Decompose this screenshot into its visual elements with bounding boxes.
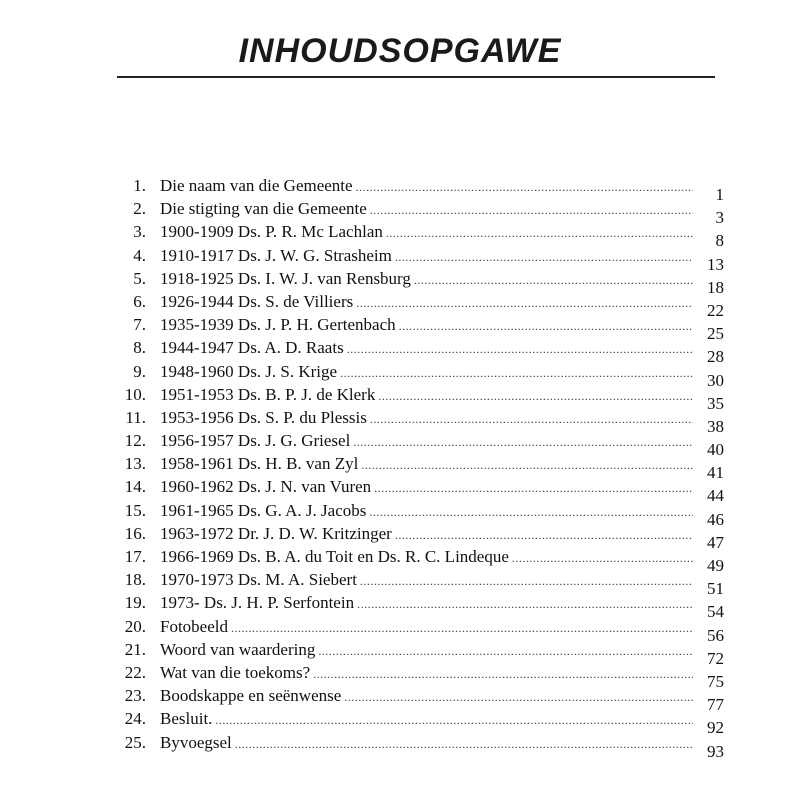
toc-entry-number: 20.	[124, 616, 146, 636]
toc-entry-number: 6.	[133, 291, 146, 311]
toc-entry-title: 1944-1947 Ds. A. D. Raats	[160, 338, 344, 358]
toc-entry-line	[160, 591, 693, 616]
toc-dot-leader	[356, 292, 693, 315]
toc-entry-page-number: 72	[707, 648, 724, 668]
toc-entry	[0, 290, 800, 320]
toc-entry	[0, 452, 800, 483]
toc-entry-number: 14.	[124, 477, 146, 497]
toc-dot-leader	[378, 385, 693, 408]
toc-dot-leader	[235, 733, 693, 756]
toc-entry-number: 7.	[133, 315, 146, 335]
toc-dot-leader	[357, 593, 693, 616]
toc-entry	[0, 684, 800, 715]
toc-entry	[0, 568, 800, 599]
toc-entry-page-number: 28	[707, 347, 724, 367]
toc-dot-leader	[231, 617, 693, 640]
toc-entry	[0, 522, 800, 552]
toc-dot-leader	[361, 454, 693, 477]
toc-entry	[0, 267, 800, 297]
toc-entry-page-number: 40	[707, 440, 724, 460]
toc-dot-leader	[215, 709, 693, 732]
toc-entry	[0, 499, 800, 529]
toc-entry-title: 1956-1957 Ds. J. G. Griesel	[160, 431, 351, 451]
toc-entry-page-number: 22	[707, 300, 724, 320]
toc-entry-page-number: 3	[715, 208, 724, 228]
toc-entry	[0, 360, 800, 390]
toc-dot-leader	[347, 338, 693, 361]
toc-entry-page-number: 77	[707, 695, 724, 715]
toc-entry-line	[160, 383, 693, 408]
toc-dot-leader	[414, 269, 693, 292]
page-title: INHOUDSOPGAWE	[238, 32, 562, 70]
toc-entry-number: 10.	[124, 384, 146, 404]
toc-entry	[0, 406, 800, 436]
toc-dot-leader	[353, 431, 693, 454]
toc-entry-page-number: 38	[707, 416, 724, 436]
toc-entry-title: 1958-1961 Ds. H. B. van Zyl	[160, 454, 359, 474]
toc-entry-number: 19.	[124, 593, 146, 613]
toc-entry	[0, 429, 800, 460]
toc-entry-line	[160, 475, 693, 500]
toc-entry-number: 9.	[133, 361, 146, 381]
toc-entry-page-number: 13	[707, 254, 724, 274]
toc-dot-leader	[374, 477, 693, 500]
toc-entry	[0, 545, 800, 575]
toc-entry-line	[160, 452, 693, 477]
toc-entry-line	[160, 360, 693, 385]
toc-entry-title: 1951-1953 Ds. B. P. J. de Klerk	[160, 384, 376, 404]
toc-entry-page-number: 1	[715, 185, 724, 204]
toc-entry-number: 3.	[133, 222, 146, 242]
toc-entry	[0, 475, 800, 506]
toc-entry	[0, 383, 800, 413]
toc-entry	[0, 707, 800, 738]
toc-entry-line	[160, 267, 693, 292]
toc-dot-leader	[356, 176, 693, 199]
toc-entry-line	[160, 313, 693, 338]
toc-dot-leader	[386, 222, 693, 245]
toc-entry-title: 1973- Ds. J. H. P. Serfontein	[160, 593, 355, 613]
toc-entry-page-number: 25	[707, 324, 724, 344]
toc-entry-page-number: 18	[707, 277, 724, 297]
toc-entry-title: 1966-1969 Ds. B. A. du Toit en Ds. R. C. Lindeque	[160, 547, 509, 566]
toc-entry	[0, 313, 800, 344]
toc-entry-line	[160, 499, 693, 524]
toc-dot-leader	[344, 686, 693, 709]
toc-entry-page-number: 41	[707, 463, 724, 483]
toc-entry-title: Byvoegsel	[160, 732, 232, 752]
toc-entry-line	[160, 707, 693, 732]
toc-entry-line	[160, 661, 693, 686]
toc-entry-number: 1.	[133, 176, 146, 195]
toc-dot-leader	[360, 570, 693, 593]
toc-entry-number: 24.	[124, 709, 146, 729]
toc-entry-title: 1961-1965 Ds. G. A. J. Jacobs	[160, 500, 367, 520]
toc-entry-title: Die naam van die Gemeente	[160, 176, 353, 195]
toc-entry-page-number: 54	[707, 602, 724, 622]
toc-entry-number: 4.	[133, 245, 146, 265]
toc-dot-leader	[369, 501, 693, 524]
toc-entry-title: 1918-1925 Ds. I. W. J. van Rensburg	[160, 268, 411, 288]
toc-dot-leader	[313, 663, 693, 686]
toc-entry-page-number: 35	[707, 393, 724, 413]
toc-entry-line	[160, 638, 693, 663]
toc-entry-page-number: 47	[707, 532, 724, 552]
toc-entry	[0, 615, 800, 645]
toc-entry-line	[160, 684, 693, 709]
toc-entry	[0, 220, 800, 251]
toc-entry-title: 1953-1956 Ds. S. P. du Plessis	[160, 407, 367, 427]
toc-entry-number: 8.	[133, 338, 146, 358]
toc-dot-leader	[395, 524, 693, 547]
toc-entry-number: 2.	[133, 199, 146, 219]
toc-entry-number: 13.	[124, 454, 146, 474]
toc-entry-number: 18.	[124, 570, 146, 590]
toc-dot-leader	[370, 408, 693, 431]
toc-entry-number: 15.	[124, 500, 146, 520]
toc-entry	[0, 174, 800, 204]
toc-entry-title: Fotobeeld	[160, 616, 228, 636]
title-underline	[117, 76, 715, 78]
toc-entry-title: 1948-1960 Ds. J. S. Krige	[160, 361, 338, 381]
toc-entry-line	[160, 731, 693, 756]
toc-entry-page-number: 93	[707, 741, 724, 761]
toc-entry-page-number: 46	[707, 509, 724, 529]
toc-entry-title: Die stigting van die Gemeente	[160, 199, 367, 219]
table-of-contents	[0, 174, 800, 761]
toc-entry-page-number: 49	[707, 556, 724, 575]
toc-dot-leader	[340, 362, 693, 385]
toc-entry	[0, 591, 800, 622]
toc-entry-line	[160, 522, 693, 547]
toc-entry-line	[160, 568, 693, 593]
toc-entry-title: 1900-1909 Ds. P. R. Mc Lachlan	[160, 222, 383, 242]
toc-entry-title: Woord van waardering	[160, 639, 316, 659]
toc-entry-line	[160, 615, 693, 640]
toc-entry-line	[160, 290, 693, 315]
toc-entry-title: Wat van die toekoms?	[160, 662, 311, 682]
toc-entry-page-number: 30	[707, 370, 724, 390]
toc-entry-title: Boodskappe en seënwense	[160, 686, 342, 706]
toc-entry	[0, 661, 800, 691]
toc-entry-number: 22.	[124, 662, 146, 682]
toc-entry-line	[160, 220, 693, 245]
toc-entry-title: 1935-1939 Ds. J. P. H. Gertenbach	[160, 315, 396, 335]
toc-entry-page-number: 75	[707, 671, 724, 691]
toc-entry-page-number: 44	[707, 486, 724, 506]
toc-entry-number: 17.	[124, 547, 146, 566]
toc-entry-page-number: 92	[707, 718, 724, 738]
toc-dot-leader	[370, 199, 693, 222]
toc-entry	[0, 336, 800, 367]
toc-entry-line	[160, 336, 693, 361]
toc-entry	[0, 197, 800, 228]
toc-dot-leader	[318, 640, 693, 663]
toc-entry-title: 1910-1917 Ds. J. W. G. Strasheim	[160, 245, 392, 265]
toc-entry-title: 1963-1972 Dr. J. D. W. Kritzinger	[160, 523, 392, 543]
toc-entry-line	[160, 197, 693, 222]
toc-entry-title: 1970-1973 Ds. M. A. Siebert	[160, 570, 357, 590]
toc-entry-number: 16.	[124, 523, 146, 543]
toc-dot-leader	[395, 246, 693, 269]
toc-entry-page-number: 51	[707, 579, 724, 599]
toc-entry-page-number: 8	[715, 231, 724, 251]
toc-entry-line	[160, 174, 693, 199]
toc-dot-leader	[512, 547, 693, 570]
toc-entry-number: 12.	[124, 431, 146, 451]
toc-entry-line	[160, 244, 693, 269]
toc-entry-number: 11.	[125, 407, 146, 427]
toc-entry-title: 1960-1962 Ds. J. N. van Vuren	[160, 477, 372, 497]
toc-entry-number: 21.	[124, 639, 146, 659]
toc-entry-number: 25.	[124, 732, 146, 752]
toc-entry-line	[160, 406, 693, 431]
toc-entry-number: 5.	[133, 268, 146, 288]
toc-entry-title: 1926-1944 Ds. S. de Villiers	[160, 291, 354, 311]
toc-entry-line	[160, 429, 693, 454]
toc-entry-line	[160, 545, 693, 570]
toc-dot-leader	[399, 315, 693, 338]
toc-entry	[0, 244, 800, 274]
toc-entry-page-number: 56	[707, 625, 724, 645]
toc-entry	[0, 638, 800, 668]
toc-entry	[0, 731, 800, 761]
toc-entry-title: Besluit.	[160, 709, 213, 729]
toc-entry-number: 23.	[124, 686, 146, 706]
